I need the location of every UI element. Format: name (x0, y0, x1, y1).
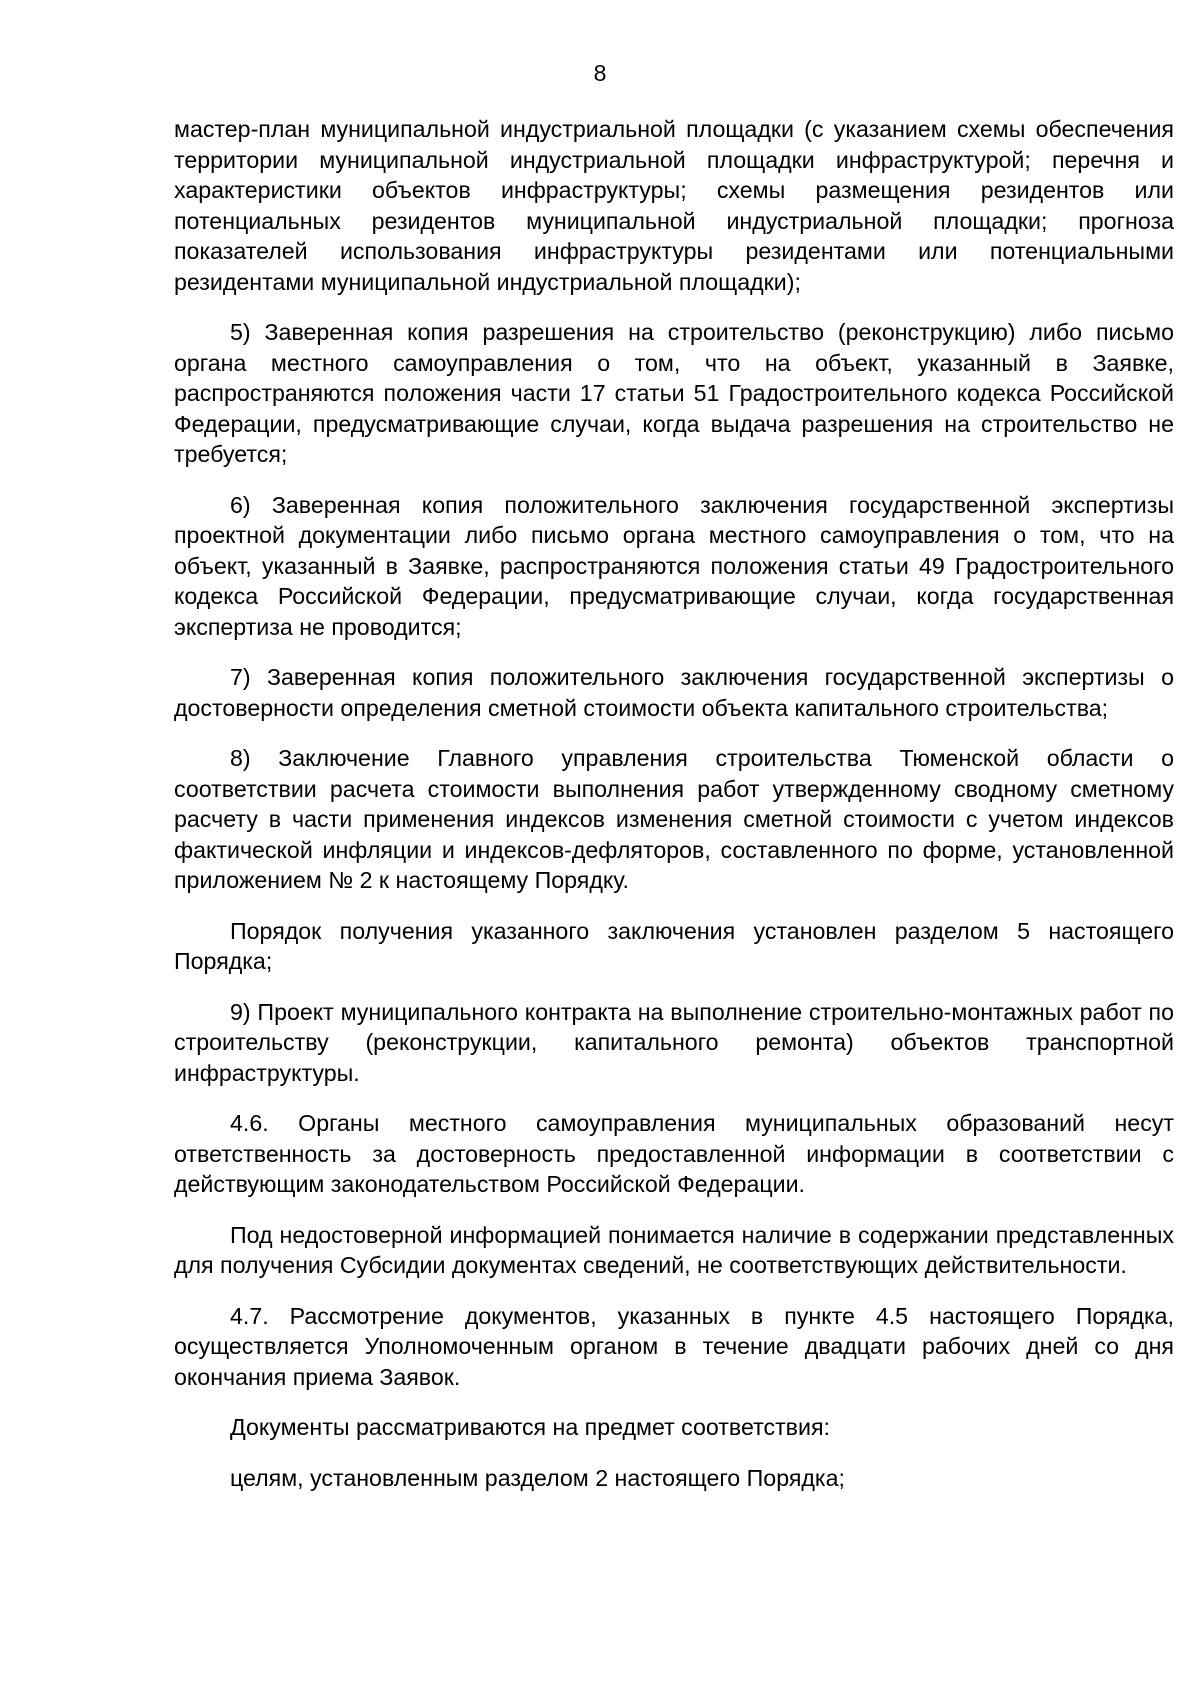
paragraph-section-4-7: 4.7. Рассмотрение документов, указанных в пункте 4.5 настоящего Порядка, осуществляется Уполномоченным органом в течение двадцати рабочих дней со дня окончания приема Заявок. (174, 1302, 1174, 1390)
paragraph-goals: целям, установленным разделом 2 настоящего Порядка; (230, 1464, 845, 1491)
paragraph-documents-reviewed: Документы рассматриваются на предмет соответствия: (230, 1414, 830, 1440)
paragraph-conclusion-procedure: Порядок получения указанного заключения установлен разделом 5 настоящего Порядка; (174, 917, 1174, 974)
document-body (174, 114, 1174, 1513)
paragraph-item-8: 8) Заключение Главного управления строительства Тюменской области о соответствии расчета стоимости выполнения работ утвержденному сводному сметному расчету в части применения индексов изменения сметной стоимости с учетом индексов фактической инфляции и индексов-дефляторов, составленного по форме, установленной приложением № 2 к настоящему Порядку. (174, 745, 1174, 893)
paragraph-unreliable-info: Под недостоверной информацией понимается наличие в содержании представленных для получения Субсидии документах сведений, не соответствующих действительности. (174, 1221, 1174, 1278)
paragraph-item-6: 6) Заверенная копия положительного заключения государственной экспертизы проектной документации либо письмо органа местного самоуправления о том, что на объект, указанный в Заявке, распространяются положения статьи 49 Градостроительного кодекса Российской Федерации, предусматривающие случаи, когда государственная экспертиза не проводится; (174, 491, 1174, 640)
paragraph-item-5: 5) Заверенная копия разрешения на строительство (реконструкцию) либо письмо органа местного самоуправления о том, что на объект, указанный в Заявке, распространяются положения части 17 статьи 51 Градостроительного кодекса Российской Федерации, предусматривающие случаи, когда выдача разрешения на строительство не требуется; (174, 319, 1174, 467)
paragraph-item-7: 7) Заверенная копия положительного заключения государственной экспертизы о достоверности определения сметной стоимости объекта капитального строительства; (174, 664, 1174, 721)
paragraph-item-9: 9) Проект муниципального контракта на выполнение строительно-монтажных работ по строительству (реконструкции, капитального ремонта) объектов транспортной инфраструктуры. (174, 998, 1174, 1086)
paragraph-section-4-6: 4.6. Органы местного самоуправления муниципальных образований несут ответственность за достоверность предоставленной информации в соответствии с действующим законодательством Российской Федерации. (174, 1110, 1174, 1197)
paragraph-master-plan: мастер-план муниципальной индустриальной площадки (с указанием схемы обеспечения территории муниципальной индустриальной площадки инфраструктурой; перечня и характеристики объектов инфраструктуры; схемы размещения резидентов или потенциальных резидентов муниципальной индустриальной площадки; прогноза показателей использования инфраструктуры резидентами или потенциальными резидентами муниципальной индустриальной площадки); (174, 116, 1174, 295)
page-number: 8 (593, 60, 607, 86)
